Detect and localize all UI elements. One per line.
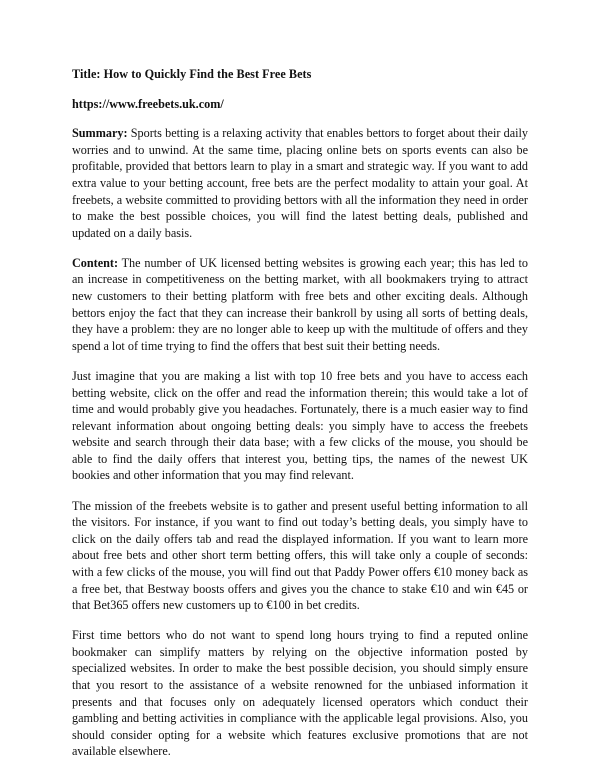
content-label: Content:: [72, 255, 119, 270]
document-page: [72, 66, 528, 773]
summary-text: Sports betting is a relaxing activity that enables bettors to forget about their daily worries and to unwind. At the same time, placing online bets on sports events can also be profitable, provided that bettors learn to play in a smart and strategic way. If you want to add extra value to your betting account, free bets are the perfect modality to attain your goal. At freebets, a website committed to providing bettors with all the information they need in order to make the best possible choices, you will find the latest betting deals, published and updated on a daily basis.: [72, 126, 528, 240]
content-text: The number of UK licensed betting websites is growing each year; this has led to an increase in competitiveness on the betting market, with all bookmakers trying to attract new customers to their betting platform with free bets and other exciting deals. Although bettors enjoy the fact that they can increase their bankroll by using all sorts of betting deals, they have a problem: they are no longer able to keep up with the multitude of offers and they spend a lot of time trying to find the offers that best suit their betting needs.: [72, 255, 528, 353]
content-paragraph: [72, 255, 528, 355]
body-paragraph-1: Just imagine that you are making a list with top 10 free bets and you have to access each betting website, click on the offer and read the information therein; this would take a lot of time and would probably give you headaches. Fortunately, there is a much easier way to find relevant information about ongoing betting deals: you simply have to access the freebets website and search through their data base; with a few clicks of the mouse, you should be able to find the daily offers that interest you, betting tips, the names of the newest UK bookies and other information that you may find relevant.: [72, 368, 528, 483]
body-paragraph-2: The mission of the freebets website is to gather and present useful betting information to all the visitors. For instance, if you want to find out today’s betting deals, you simply have to click on the daily offers tab and read the displayed information. If you want to learn more about free bets and other short term betting offers, this will take only a couple of seconds: with a few clicks of the mouse, you will find out that Paddy Power offers €10 money back as a free bet, that Bestway boosts offers and gives you the chance to stake €10 and win €45 or that Bet365 offers new customers up to €100 in bet credits.: [72, 498, 528, 613]
summary-paragraph: [72, 125, 528, 241]
summary-label: Summary:: [72, 126, 128, 141]
document-url: https://www.freebets.uk.com/: [72, 96, 224, 111]
body-paragraph-3: First time bettors who do not want to spend long hours trying to find a reputed online bookmaker can simplify matters by relying on the objective information posted by specialized websites. In order to make the best possible decision, you should simply ensure that you resort to the assistance of a website renowned for the unbiased information it presents and that focuses only on adequately licensed operators which conduct their gambling and betting activities in compliance with the applicable legal provisions. Also, you should consider opting for a website which features exclusive promotions that are not available elsewhere.: [72, 628, 528, 759]
document-title: Title: How to Quickly Find the Best Free Bets: [72, 67, 312, 81]
